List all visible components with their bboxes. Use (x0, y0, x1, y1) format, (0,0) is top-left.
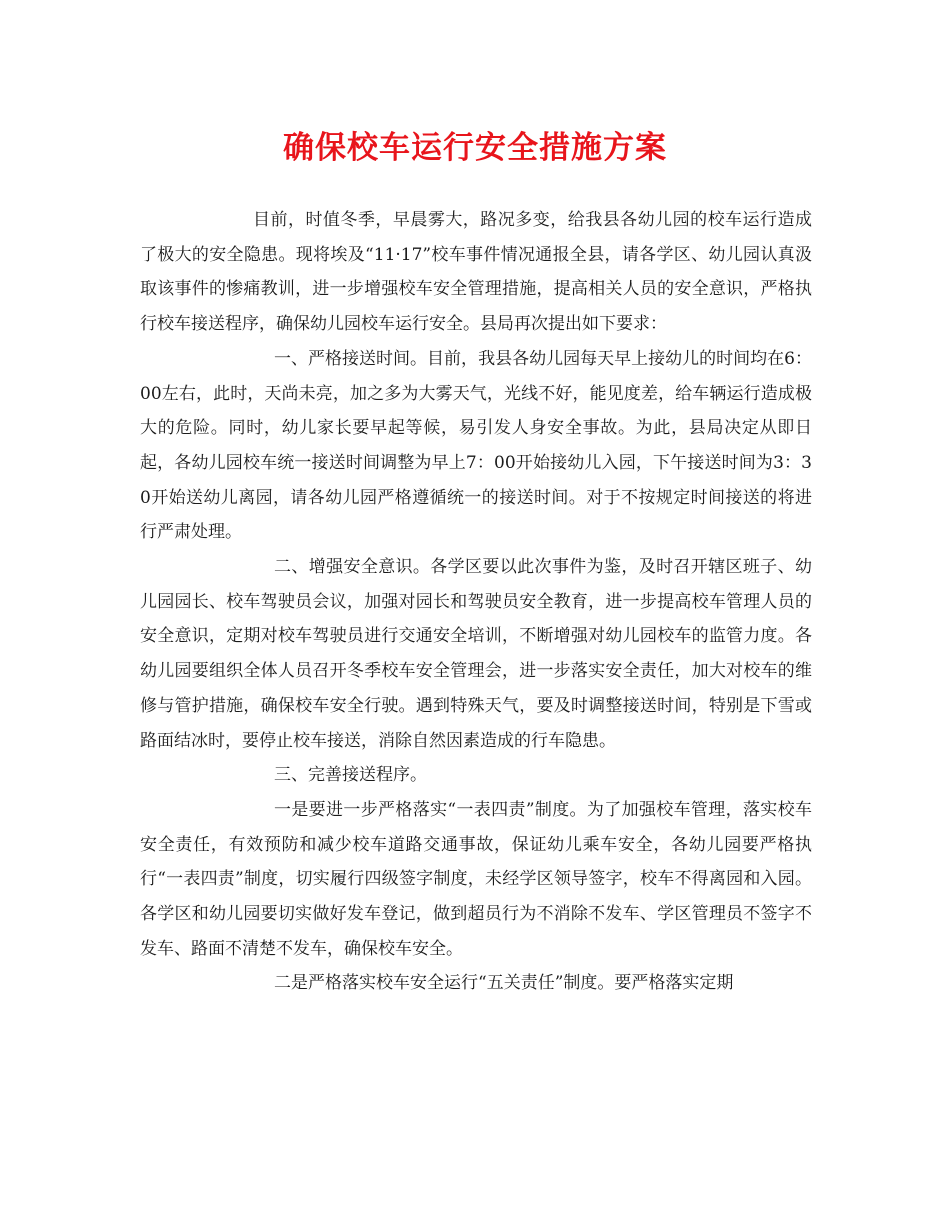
paragraph-intro: 目前，时值冬季，早晨雾大，路况多变，给我县各幼儿园的校车运行造成了极大的安全隐患。现将埃及“11·17”校车事件情况通报全县，请各学区、幼儿园认真汲取该事件的惨痛教训，进一步增强校车安全管理措施，提高相关人员的安全意识，严格执行校车接送程序，确保幼儿园校车运行安全。县局再次提出如下要求： (140, 210, 812, 335)
document-body (140, 203, 812, 1001)
paragraph-section-2: 二、增强安全意识。各学区要以此次事件为鉴，及时召开辖区班子、幼儿园园长、校车驾驶员会议，加强对园长和驾驶员安全教育，进一步提高校车管理人员的安全意识，定期对校车驾驶员进行交通安全培训，不断增强对幼儿园校车的监管力度。各幼儿园要组织全体人员召开冬季校车安全管理会，进一步落实安全责任，加大对校车的维修与管护措施，确保校车安全行驶。遇到特殊天气，要及时调整接送时间，特别是下雪或路面结冰时，要停止校车接送，消除自然因素造成的行车隐患。 (140, 557, 812, 751)
paragraph-section-3-heading: 三、完善接送程序。 (274, 765, 427, 786)
paragraph-item-1: 一是要进一步严格落实“一表四责”制度。为了加强校车管理，落实校车安全责任，有效预防和减少校车道路交通事故，保证幼儿乘车安全，各幼儿园要严格执行“一表四责”制度，切实履行四级签字制度，未经学区领导签字，校车不得离园和入园。各学区和幼儿园要切实做好发车登记，做到超员行为不消除不发车、学区管理员不签字不发车、路面不清楚不发车，确保校车安全。 (140, 799, 812, 959)
document-title: 确保校车运行安全措施方案 (283, 130, 667, 166)
paragraph-section-1: 一、严格接送时间。目前，我县各幼儿园每天早上接幼儿的时间均在6：00左右，此时，天尚未亮，加之多为大雾天气，光线不好，能见度差，给车辆运行造成极大的危险。同时，幼儿家长要早起等候，易引发人身安全事故。为此，县局决定从即日起，各幼儿园校车统一接送时间调整为早上7：00开始接幼儿入园，下午接送时间为3：30开始送幼儿离园，请各幼儿园严格遵循统一的接送时间。对于不按规定时间接送的将进行严肃处理。 (140, 348, 812, 543)
paragraph-item-2: 二是严格落实校车安全运行“五关责任”制度。要严格落实定期 (274, 973, 734, 994)
